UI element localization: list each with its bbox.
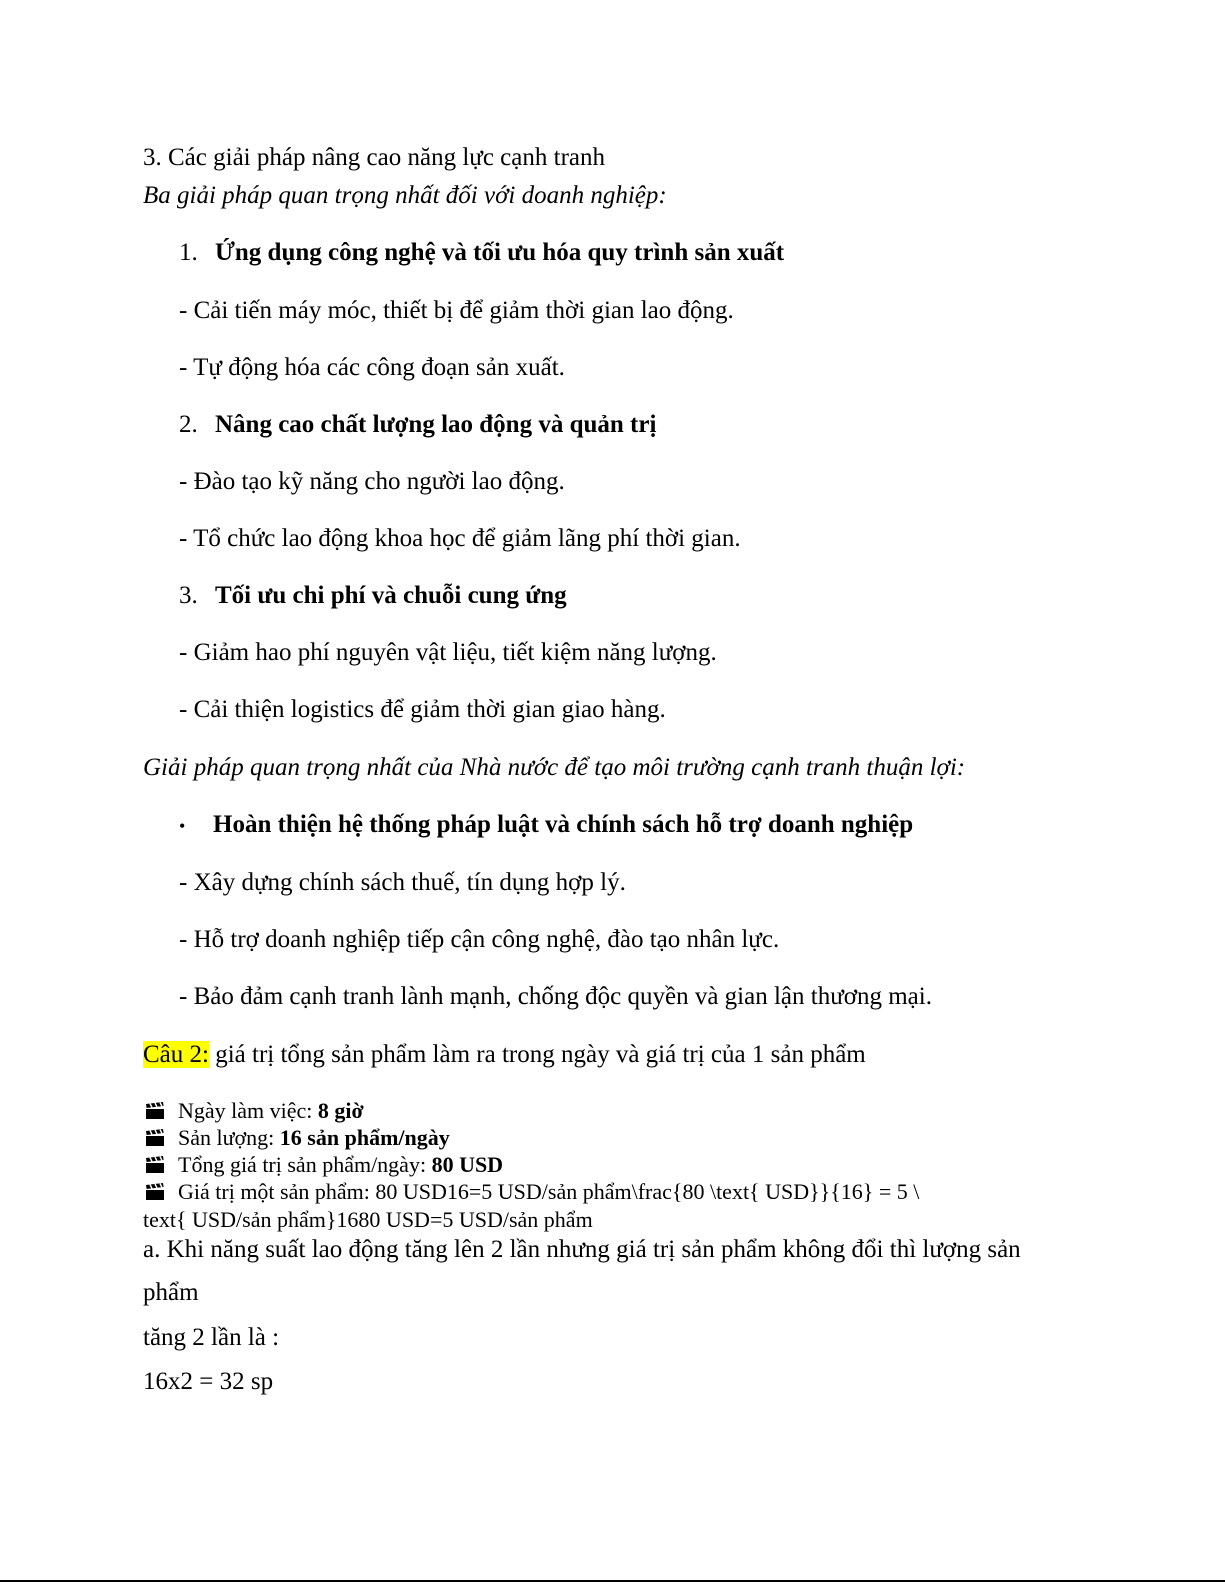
solution-2-number: 2.: [179, 411, 198, 438]
page-bottom-border: [0, 1580, 1225, 1582]
solution-3-number: 3.: [179, 582, 198, 609]
solution-3-point-1: - Giảm hao phí nguyên vật liệu, tiết kiệm năng lượng.: [179, 639, 717, 666]
fact-2-value: 16 sản phẩm/ngày: [279, 1125, 450, 1150]
state-solution-heading: [179, 810, 913, 841]
answer-line-1: a. Khi năng suất lao động tăng lên 2 lần nhưng giá trị sản phẩm không đổi thì lượng sản: [143, 1236, 1021, 1263]
answer-line-4: 16x2 = 32 sp: [143, 1368, 274, 1395]
state-point-1: - Xây dựng chính sách thuế, tín dụng hợp lý.: [179, 869, 626, 896]
fact-2-label: Sản lượng:: [178, 1125, 280, 1150]
enterprise-intro: Ba giải pháp quan trọng nhất đối với doanh nghiệp:: [143, 182, 667, 209]
clapperboard-icon: [145, 1181, 178, 1207]
fact-item-3: [145, 1152, 503, 1180]
fact-1-value: 8 giờ: [317, 1098, 364, 1123]
question-label: Câu 2:: [143, 1041, 209, 1068]
fact-3-label: Tổng giá trị sản phẩm/ngày:: [178, 1152, 432, 1177]
bullet-icon: •: [179, 816, 186, 836]
solution-3-heading: [179, 581, 567, 611]
fact-1-label: Ngày làm việc:: [178, 1098, 318, 1123]
clapperboard-icon: [145, 1154, 178, 1180]
state-point-2: - Hỗ trợ doanh nghiệp tiếp cận công nghệ, đào tạo nhân lực.: [179, 926, 780, 953]
state-point-3: - Bảo đảm cạnh tranh lành mạnh, chống độc quyền và gian lận thương mại.: [179, 983, 932, 1010]
question-line: [143, 1040, 866, 1070]
fact-4-label: Giá trị một sản phẩm: 80 USD16=5 USD/sản phẩm\frac{80 \text{ USD}}{16} = 5 \: [178, 1179, 920, 1204]
clapperboard-icon: [145, 1100, 178, 1126]
answer-line-2: phẩm: [143, 1279, 199, 1306]
state-intro: Giải pháp quan trọng nhất của Nhà nước để tạo môi trường cạnh tranh thuận lợi:: [143, 754, 966, 781]
section-title: 3. Các giải pháp nâng cao năng lực cạnh tranh: [143, 144, 605, 171]
solution-2-point-1: - Đào tạo kỹ năng cho người lao động.: [179, 468, 565, 495]
fact-item-1: [145, 1098, 364, 1126]
fact-item-4: [145, 1179, 919, 1207]
answer-line-3: tăng 2 lần là :: [143, 1324, 280, 1351]
solution-1-heading: [179, 238, 784, 268]
solution-3-point-2: - Cải thiện logistics để giảm thời gian giao hàng.: [179, 696, 666, 723]
solution-2-title: Nâng cao chất lượng lao động và quản trị: [215, 411, 657, 438]
solution-1-title: Ứng dụng công nghệ và tối ưu hóa quy trình sản xuất: [215, 239, 785, 266]
fact-item-2: [145, 1125, 450, 1153]
solution-1-point-2: - Tự động hóa các công đoạn sản xuất.: [179, 354, 565, 381]
state-solution-title: Hoàn thiện hệ thống pháp luật và chính sách hỗ trợ doanh nghiệp: [213, 811, 914, 838]
clapperboard-icon: [145, 1127, 178, 1153]
solution-2-point-2: - Tổ chức lao động khoa học để giảm lãng phí thời gian.: [179, 525, 741, 552]
fact-4-wrap: text{ USD/sản phẩm}1680 USD=5 USD/sản phẩm: [143, 1207, 593, 1232]
solution-3-title: Tối ưu chi phí và chuỗi cung ứng: [215, 582, 567, 609]
fact-3-value: 80 USD: [431, 1152, 504, 1177]
question-text: giá trị tổng sản phẩm làm ra trong ngày và giá trị của 1 sản phẩm: [208, 1041, 866, 1068]
solution-1-number: 1.: [179, 239, 198, 266]
solution-2-heading: [179, 410, 656, 440]
solution-1-point-1: - Cải tiến máy móc, thiết bị để giảm thời gian lao động.: [179, 297, 734, 324]
